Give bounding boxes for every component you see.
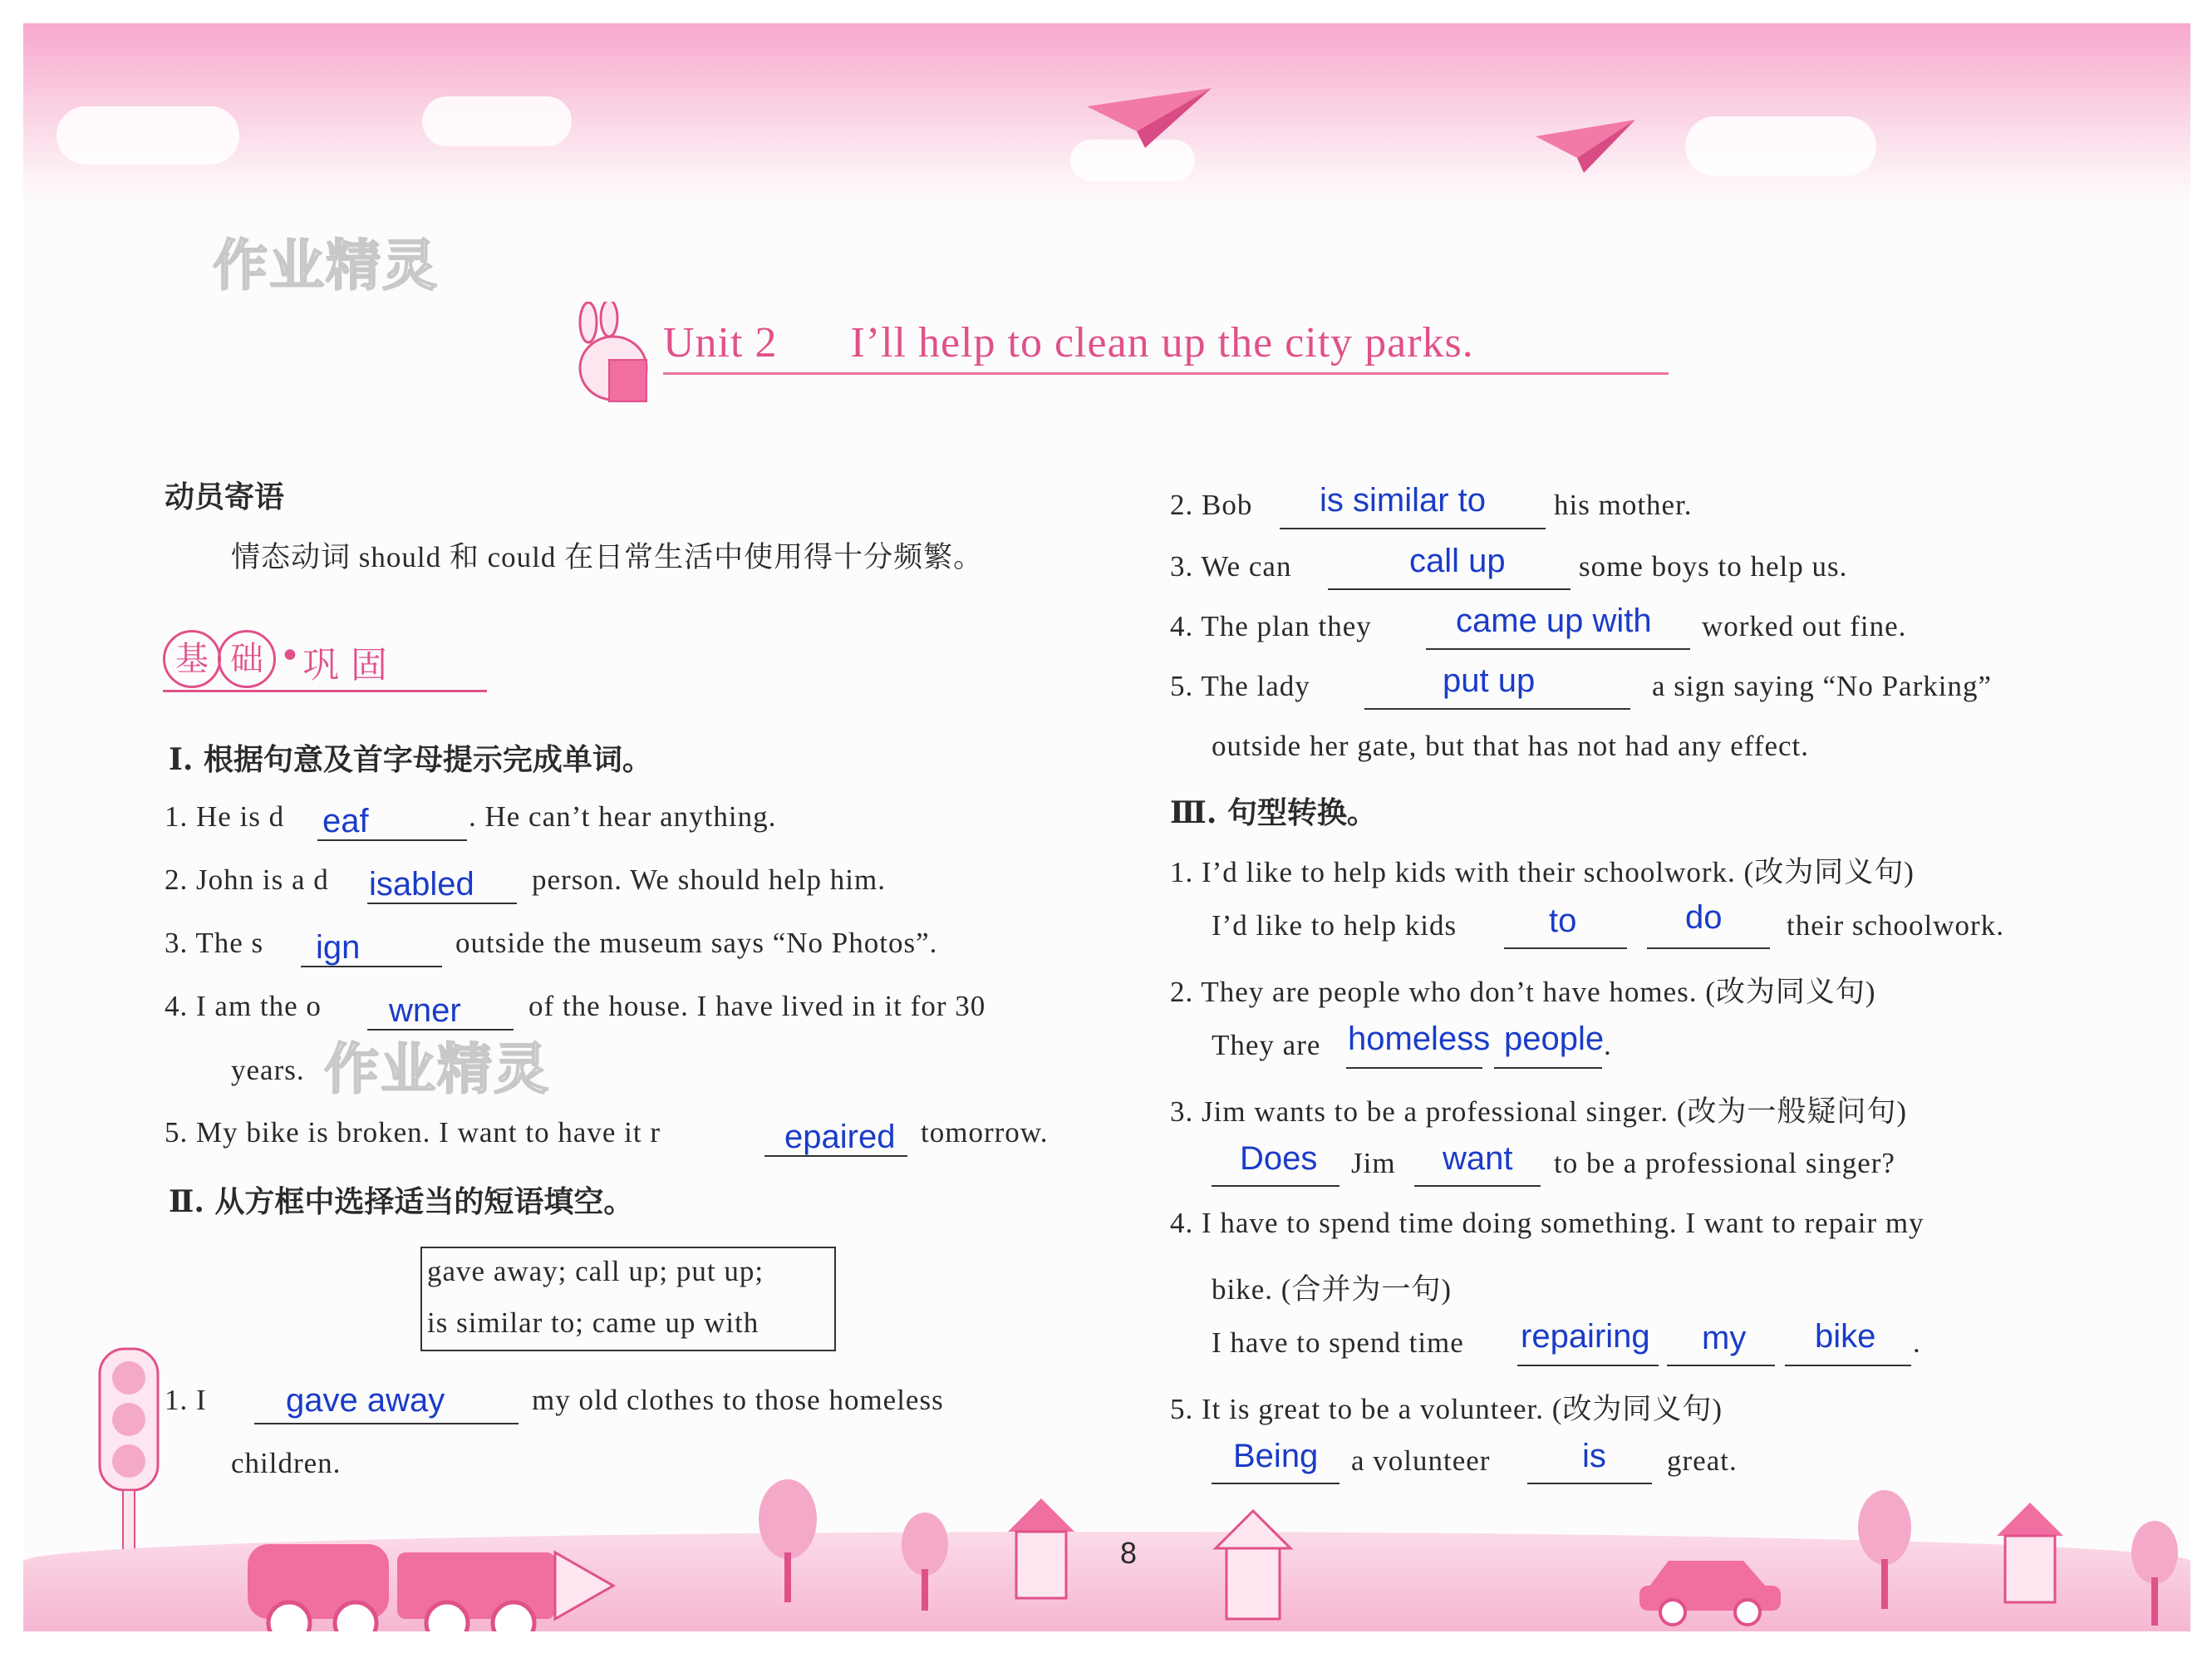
paper-plane-icon (1087, 81, 1212, 148)
page-number: 8 (1120, 1536, 1138, 1570)
q2-post: person. We should help him. (532, 863, 886, 896)
answer-text: bike (1815, 1318, 1876, 1355)
workbook-page (23, 23, 2190, 1631)
q5-post: tomorrow. (921, 1116, 1049, 1149)
intro-text: 情态动词 should 和 could 在日常生活中使用得十分频繁。 (231, 541, 984, 573)
answer-blank (1667, 1365, 1775, 1366)
answer-blank (1414, 1185, 1541, 1187)
badge-char: 基 (163, 630, 221, 688)
p3-q1-text: 1. I’d like to help kids with their schoolwork. (改为同义句) (1170, 856, 1915, 888)
r-q4-post: worked out fine. (1702, 610, 1907, 642)
watermark: 作业精灵 (324, 1037, 550, 1101)
answer-blank (1527, 1483, 1652, 1484)
cloud (57, 106, 239, 165)
p3-q3-text: 3. Jim wants to be a professional singer. (改为一般疑问句) (1170, 1095, 1908, 1128)
q3-pre: 3. The s (165, 927, 264, 959)
phrase-line: gave away; call up; put up; (427, 1255, 764, 1287)
tree-icon (1851, 1486, 1918, 1611)
watermark: 作业精灵 (213, 234, 439, 298)
answer-blank (1212, 1185, 1339, 1187)
answer-text: want (1443, 1140, 1513, 1177)
q2-pre: 2. John is a d (165, 863, 329, 896)
q4-pre: 4. I am the o (165, 990, 322, 1022)
p3-q4-text: 4. I have to spend time doing something. I want to repair my (1170, 1207, 1924, 1239)
part2-title: Ⅱ. 从方框中选择适当的短语填空。 (169, 1184, 634, 1219)
phrase-line: is similar to; came up with (427, 1306, 759, 1339)
answer-blank (1328, 588, 1571, 590)
bunny-mascot-icon (563, 302, 655, 406)
unit-title (663, 318, 1474, 367)
answer-text: do (1685, 899, 1723, 936)
answer-blank (1364, 708, 1630, 710)
answer-blank (1785, 1365, 1911, 1366)
q5-pre: 5. My bike is broken. I want to have it r (165, 1116, 661, 1149)
answer-blank (1504, 947, 1627, 949)
pencil-car-icon (239, 1528, 622, 1631)
p3-q4-text-line2: bike. (合并为一句) (1212, 1273, 1453, 1306)
answer-text: is (1582, 1438, 1606, 1474)
part3-title: Ⅲ. 句型转换。 (1170, 795, 1377, 830)
answer-blank (1426, 648, 1690, 650)
r-q4-pre: 4. The plan they (1170, 610, 1372, 642)
p3-q1-post: their schoolwork. (1787, 909, 2004, 942)
answer-blank (1494, 1067, 1602, 1069)
unit-name: I’ll help to clean up the city parks. (850, 319, 1474, 367)
q4-post-line2: years. (231, 1054, 305, 1086)
p3-q3-mid: Jim (1351, 1147, 1396, 1179)
p2-q1-post-line2: children. (231, 1447, 342, 1479)
p3-q2-text: 2. They are people who don’t have homes. (改为同义句) (1170, 976, 1876, 1008)
q3-post: outside the museum says “No Photos”. (455, 927, 938, 959)
p2-q1-post: my old clothes to those homeless (532, 1384, 944, 1416)
tree-icon (2126, 1519, 2184, 1627)
p2-q1-pre: 1. I (165, 1384, 207, 1416)
p3-q1-pre: I’d like to help kids (1212, 909, 1457, 942)
header-banner (23, 23, 2190, 206)
answer-text: isabled (369, 866, 474, 903)
paper-plane-icon (1536, 115, 1635, 173)
p3-q4-post: . (1913, 1326, 1921, 1359)
part1-title: Ⅰ. 根据句意及首字母提示完成单词。 (169, 742, 652, 777)
answer-text: wner (389, 992, 461, 1029)
r-q3-pre: 3. We can (1170, 550, 1292, 583)
p3-q5-mid: a volunteer (1351, 1444, 1491, 1477)
house-icon (1212, 1507, 1295, 1623)
p3-q3-post: to be a professional singer? (1554, 1147, 1895, 1179)
answer-text: epaired (784, 1119, 896, 1155)
r-q3-post: some boys to help us. (1579, 550, 1848, 583)
answer-blank (1647, 947, 1770, 949)
r-q2-post: his mother. (1554, 489, 1693, 521)
answer-text: people (1504, 1021, 1605, 1057)
answer-text: call up (1409, 543, 1506, 579)
answer-text: homeless (1348, 1021, 1491, 1057)
badge-dot: • (279, 635, 301, 677)
r-q5-pre: 5. The lady (1170, 670, 1310, 702)
q1-pre: 1. He is d (165, 800, 285, 833)
answer-text: is similar to (1320, 482, 1487, 519)
answer-text: gave away (286, 1382, 445, 1419)
answer-blank (1280, 528, 1546, 529)
p3-q2-pre: They are (1212, 1029, 1321, 1061)
p3-q2-post: . (1604, 1029, 1612, 1061)
heading-mobilization: 动员寄语 (165, 480, 285, 514)
answer-blank (1212, 1483, 1339, 1484)
q4-post: of the house. I have lived in it for 30 (528, 990, 986, 1022)
r-q5-post: a sign saying “No Parking” (1652, 670, 1992, 702)
title-underline (663, 372, 1669, 375)
answer-blank (1517, 1365, 1659, 1366)
answer-text: repairing (1521, 1318, 1650, 1355)
tree-icon (755, 1478, 821, 1602)
house-icon (1993, 1498, 2067, 1606)
q1-post: . He can’t hear anything. (469, 800, 777, 833)
tree-icon (896, 1511, 954, 1611)
cloud (1685, 116, 1876, 176)
p3-q4-pre: I have to spend time (1212, 1326, 1464, 1359)
p3-q5-post: great. (1667, 1444, 1738, 1477)
answer-text: came up with (1456, 603, 1652, 639)
r-q5-post-line2: outside her gate, but that has not had any effect. (1212, 730, 1809, 762)
answer-text: to (1549, 903, 1577, 939)
answer-text: my (1702, 1320, 1747, 1356)
unit-label: Unit 2 (663, 319, 778, 367)
cloud (422, 96, 572, 146)
answer-text: ign (316, 929, 361, 966)
answer-blank (1346, 1067, 1482, 1069)
answer-text: eaf (322, 803, 369, 839)
r-q2-pre: 2. Bob (1170, 489, 1253, 521)
car-icon (1635, 1536, 1785, 1627)
badge-text: 巩 固 (302, 644, 387, 686)
answer-text: Being (1233, 1438, 1319, 1474)
answer-text: Does (1240, 1140, 1318, 1177)
answer-blank (254, 1423, 519, 1424)
phrase-box (420, 1247, 836, 1351)
p3-q5-text: 5. It is great to be a volunteer. (改为同义句) (1170, 1393, 1723, 1425)
house-icon (1004, 1494, 1079, 1602)
badge-char: 础 (218, 630, 276, 688)
answer-text: put up (1443, 662, 1536, 699)
